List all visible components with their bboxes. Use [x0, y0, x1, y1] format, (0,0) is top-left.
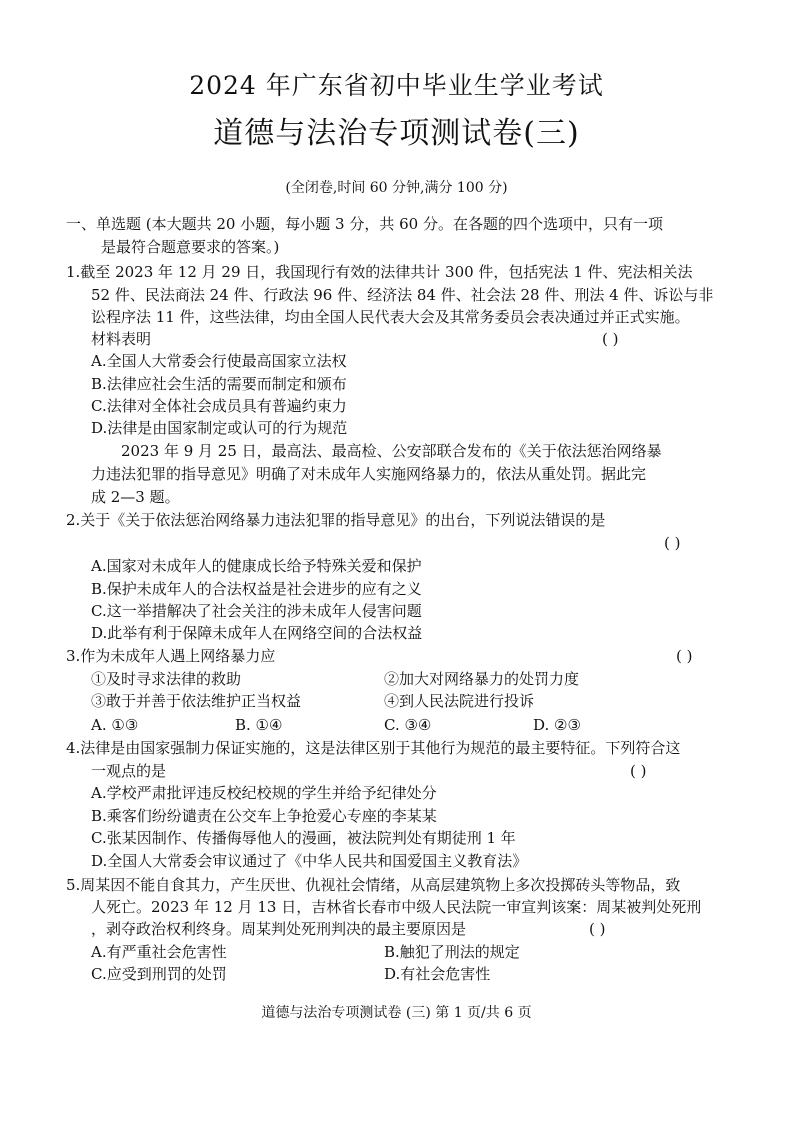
- material-line: 2023 年 9 月 25 日，最高法、最高检、公安部联合发布的《关于依法惩治网络暴: [121, 442, 662, 460]
- exam-title: 2024 年广东省初中毕业生学业考试: [189, 71, 604, 100]
- q2-answer-bracket: ( ): [664, 534, 681, 552]
- q3-choice-a: A. ①③: [91, 716, 139, 734]
- q4-answer-bracket: ( ): [630, 762, 647, 780]
- exam-subtitle: 道德与法治专项测试卷(三): [213, 116, 580, 151]
- q4-option-d: D.全国人大常委会审议通过了《中华人民共和国爱国主义教育法》: [91, 852, 528, 870]
- q1-stem-line: 52 件、民法商法 24 件、行政法 96 件、经济法 84 件、社会法 28 件、刑法 4 件、诉讼与非: [91, 286, 714, 304]
- q4-option-c: C.张某因制作、传播侮辱他人的漫画，被法院判处有期徒刑 1 年: [91, 829, 516, 847]
- q1-stem-line: 材料表明: [91, 330, 152, 348]
- page-footer: 道德与法治专项测试卷 (三) 第 1 页/共 6 页: [261, 1005, 532, 1021]
- q5-option-b: B.触犯了刑法的规定: [384, 943, 520, 961]
- q3-item-3: ③敢于并善于依法维护正当权益: [91, 692, 302, 710]
- q1-answer-bracket: ( ): [602, 330, 619, 348]
- q2-option-d: D.此举有利于保障未成年人在网络空间的合法权益: [91, 624, 423, 642]
- section-heading-line2: 是最符合题意要求的答案。): [101, 238, 280, 256]
- q3-answer-bracket: ( ): [676, 647, 693, 665]
- material-line: 成 2—3 题。: [91, 488, 180, 506]
- section-heading-line1: 一、单选题 (本大题共 20 小题，每小题 3 分，共 60 分。在各题的四个选项中，只有一项: [66, 215, 663, 233]
- q5-stem-line: ，剥夺政治权利终身。周某判处死刑判决的最主要原因是: [91, 920, 467, 938]
- q1-option-a: A.全国人大常委会行使最高国家立法权: [91, 352, 347, 370]
- q5-option-a: A.有严重社会危害性: [91, 943, 227, 961]
- q3-choice-b: B. ①④: [235, 716, 283, 734]
- q2-option-a: A.国家对未成年人的健康成长给予特殊关爱和保护: [91, 557, 422, 575]
- exam-note: (全闭卷,时间 60 分钟,满分 100 分): [285, 180, 508, 196]
- q5-stem-line: 5.周某因不能自食其力，产生厌世、仇视社会情绪，从高层建筑物上多次投掷砖头等物品，致: [66, 876, 681, 894]
- q4-option-b: B.乘客们纷纷谴责在公交车上争抢爱心专座的李某某: [91, 807, 437, 825]
- q4-stem-line: 4.法律是由国家强制力保证实施的，这是法律区别于其他行为规范的最主要特征。下列符合这: [66, 739, 681, 757]
- q2-stem: 2.关于《关于依法惩治网络暴力违法犯罪的指导意见》的出台，下列说法错误的是: [66, 511, 606, 529]
- material-line: 力违法犯罪的指导意见》明确了对未成年人实施网络暴力的，依法从重处罚。据此完: [91, 465, 647, 483]
- q1-stem-line: 1.截至 2023 年 12 月 29 日，我国现行有效的法律共计 300 件，包括宪法 1 件、宪法相关法: [66, 263, 693, 281]
- q5-option-d: D.有社会危害性: [384, 965, 491, 983]
- q5-option-c: C.应受到刑罚的处罚: [91, 965, 227, 983]
- q3-choice-d: D. ②③: [533, 716, 581, 734]
- q2-option-c: C.这一举措解决了社会关注的涉未成年人侵害问题: [91, 602, 422, 620]
- q1-stem-line: 讼程序法 11 件，这些法律，均由全国人民代表大会及其常务委员会表决通过并正式实施。: [91, 308, 690, 326]
- q3-item-4: ④到人民法院进行投诉: [384, 692, 535, 710]
- q2-option-b: B.保护未成年人的合法权益是社会进步的应有之义: [91, 580, 422, 598]
- q3-choice-c: C. ③④: [384, 716, 432, 734]
- q5-stem-line: 人死亡。2023 年 12 月 13 日，吉林省长春市中级人民法院一审宣判该案：周某被判处死刑: [91, 898, 702, 916]
- q3-stem: 3.作为未成年人遇上网络暴力应: [66, 647, 276, 665]
- q3-item-2: ②加大对网络暴力的处罚力度: [384, 670, 580, 688]
- q5-answer-bracket: ( ): [589, 920, 606, 938]
- q3-item-1: ①及时寻求法律的救助: [91, 670, 242, 688]
- q1-option-b: B.法律应社会生活的需要而制定和颁布: [91, 375, 347, 393]
- q1-option-c: C.法律对全体社会成员具有普遍约束力: [91, 397, 347, 415]
- q4-stem-line: 一观点的是: [91, 762, 167, 780]
- q1-option-d: D.法律是由国家制定或认可的行为规范: [91, 419, 348, 437]
- q4-option-a: A.学校严肃批评违反校纪校规的学生并给予纪律处分: [91, 784, 437, 802]
